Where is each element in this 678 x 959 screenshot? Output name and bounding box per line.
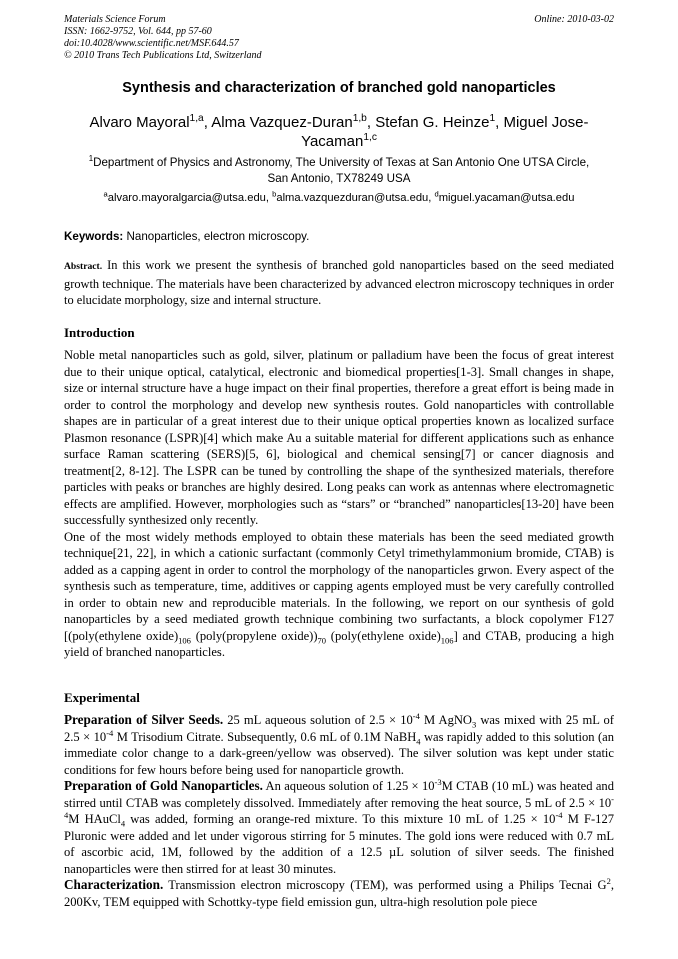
author-name: Miguel Jose- bbox=[503, 114, 589, 131]
email-sup: a bbox=[103, 189, 108, 199]
email-sup: b bbox=[272, 189, 277, 199]
email-link[interactable]: alma.vazquezduran@utsa.edu bbox=[276, 192, 429, 204]
author-name: Yacaman bbox=[301, 133, 364, 150]
journal-header bbox=[64, 14, 262, 62]
introduction-body bbox=[64, 347, 614, 661]
abstract-label: Abstract. bbox=[64, 261, 103, 272]
author-affil-sup: 1,c bbox=[363, 132, 377, 143]
author-affil-sup: 1,a bbox=[189, 113, 204, 124]
issn-line: ISSN: 1662-9752, Vol. 644, pp 57-60 bbox=[64, 26, 212, 37]
paper-title: Synthesis and characterization of branched gold nanoparticles bbox=[122, 80, 556, 96]
affiliation-sup: 1 bbox=[88, 154, 94, 164]
copyright-line: © 2010 Trans Tech Publications Ltd, Switzerland bbox=[64, 50, 262, 61]
email-link[interactable]: alvaro.mayoralgarcia@utsa.edu bbox=[107, 192, 266, 204]
paragraph: Characterization. Transmission electron microscopy (TEM), was performed using a Philips Tecnai $G^2$, 200Kv, TEM equipped with Schottky-type field emission gun, ultra-high resolution pole piece bbox=[64, 875, 614, 909]
abstract-text: In this work we present the synthesis of branched gold nanoparticles based on the seed mediated growth technique. The materials have been characterized by advanced electron microscopy techniques in order to elucidate morphology, size and internal structure. bbox=[64, 258, 614, 307]
keywords bbox=[64, 230, 614, 243]
affiliation-line: Department of Physics and Astronomy, The University of Texas at San Antonio One UTSA Circle, bbox=[93, 156, 590, 169]
keywords-text: Nanoparticles, electron microscopy. bbox=[126, 230, 310, 243]
doi-line: doi:10.4028/www.scientific.net/MSF.644.57 bbox=[64, 38, 239, 49]
affiliation bbox=[64, 155, 614, 187]
paragraph: One of the most widely methods employed to obtain these materials has been the seed mediated growth technique[21, 22], in which a cationic surfactant (commonly Cetyl trimethylammonium bromide, CTAB) is added as a capping agent in order to control the morphology of the nanoparticles grwon. Every aspect of the synthesis such as temperature, time, additives or capping agents employed must be very carefully controlled in order to obtain new and reproducible materials. In the following, we report on our synthesis of gold nanoparticles by a seed mediated growth technique combining two surfactants, a block copolymer F127 [(poly(ethylene $oxide)_{106}$ (poly(propylene $oxide))_{70}$ (poly(ethylene $oxide)_{106}$] and CTAB, producing a high yield of branched nanoparticles. bbox=[64, 529, 614, 659]
abstract bbox=[64, 257, 614, 309]
author-affil-sup: 1,b bbox=[352, 113, 367, 124]
paragraph: Preparation of Gold Nanoparticles. An aqueous solution of $1.25 \times 10^{-3}M$ CTAB (10 mL) was heated and stirred until CTAB was completely dissolved. Immediately after removing the heat source, 5 mL of $2.5 \times 10^{-4}M$ HAuCl$_4$ was added, forming an orange-red mixture. To this mixture 10 mL of $1.25 \times 10^{-4}$ M F-127 Pluronic were added and let under vigorous stirring for 5 minutes. The gold ions were reduced with 0.7 mL of ascorbic acid, 1M, followed by the addition of a 12.5 µL solution of silver seeds. The finished nanoparticles were then stirred for at least 30 minutes. bbox=[64, 776, 615, 876]
email-sup: d bbox=[434, 189, 439, 199]
experimental-body bbox=[64, 712, 614, 910]
author-affil-sup: 1 bbox=[489, 113, 496, 124]
affiliation-line: San Antonio, TX78249 USA bbox=[267, 172, 411, 185]
section-heading-experimental: Experimental bbox=[64, 690, 140, 705]
author-emails: $^a$alvaro.mayoralgarcia@utsa.edu, $^b$alma.vazquezduran@utsa.edu, $^d$miguel.yacaman@utsa.edu bbox=[103, 189, 575, 204]
keywords-label: Keywords: bbox=[64, 230, 124, 243]
author-name: Alvaro Mayoral bbox=[89, 114, 190, 131]
email-link[interactable]: miguel.yacaman@utsa.edu bbox=[438, 192, 575, 204]
online-date: Online: 2010-03-02 bbox=[534, 14, 614, 25]
journal-name: Materials Science Forum bbox=[64, 14, 166, 25]
author-name: Alma Vazquez-Duran bbox=[211, 114, 353, 131]
section-heading-introduction: Introduction bbox=[64, 325, 135, 340]
paragraph: Preparation of Silver Seeds. 25 mL aqueous solution of $2.5 \times 10^{-4}$ M AgNO$_3$ was mixed with 25 mL of $2.5 \times 10^{-4}$ M Trisodium Citrate. Subsequently, 0.6 mL of 0.1M NaBH$_4$ was rapidly added to this solution (an immediate color change to a dark-green/yellow was observed). The silver solution was kept under static conditions for few hours before being used for nanoparticle growth. bbox=[64, 710, 614, 777]
paragraph: Noble metal nanoparticles such as gold, silver, platinum or palladium have been the focus of great interest due to their unique optical, catalytical, electronic and biomedical properties[1-3]. Small changes in shape, size or internal structure have a huge impact on their final properties, therefore a great effort is being made in order to control the morphology and develop new synthesis routes. Gold nanoparticles with controllable shapes are in particular of a great interest due to their unique optical properties known as localized surface Plasmon resonance (LSPR)[4] which make Au a suitable material for different applications such as enhance surface Raman scattering (SERS)[5, 6], biological and chemical sensing[7] or cancer diagnosis and treatment[2, 8-12]. The LSPR can be tuned by controlling the shape of the synthesized materials, therefore particles with peaks or branches are highly desired. Long peaks can work as antennas where electromagnetic effects are amplified. However, morphologies such as “stars” or “branched” nanoparticles[13-20] have been successfully synthesized only recently. bbox=[64, 348, 614, 527]
author-list: Alvaro Mayoral$^{1,a}$, Alma Vazquez-Duran$^{1,b}$, Stefan G. Heinze$^1$, Miguel Jose- Yacaman$^{1,c}$ bbox=[89, 113, 589, 150]
author-name: Stefan G. Heinze bbox=[375, 114, 490, 131]
